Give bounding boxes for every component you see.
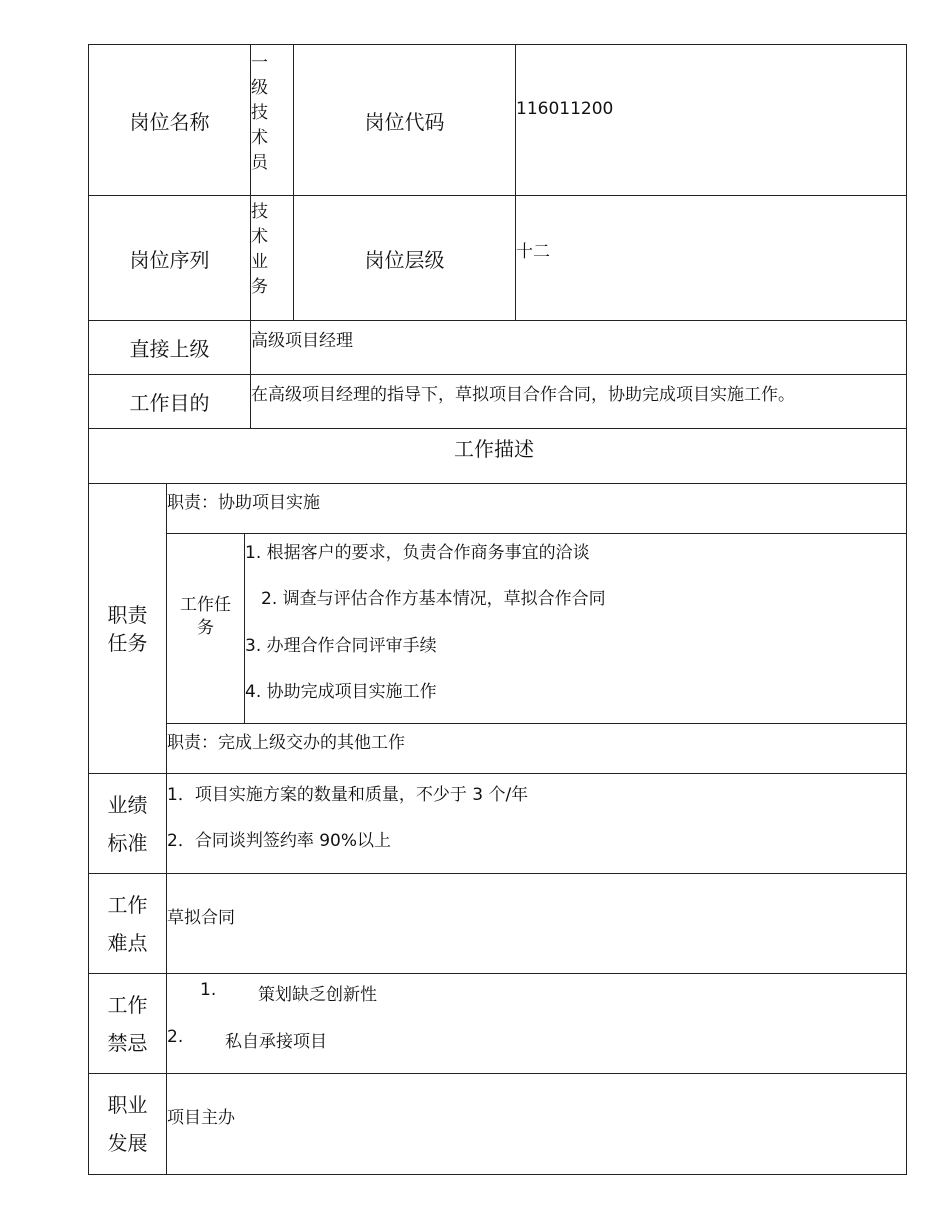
post-code-value: 116011200	[515, 44, 907, 196]
duty-task-label: 职责 任务	[88, 483, 167, 774]
post-code-label: 岗位代码	[293, 44, 516, 196]
taboo-value	[166, 973, 907, 1074]
purpose-label: 工作目的	[88, 374, 251, 429]
taboo-item-text: 策划缺乏创新性	[258, 985, 377, 1005]
career-value: 项目主办	[166, 1073, 907, 1175]
performance-item: 2．合同谈判签约率 90%以上	[167, 831, 392, 851]
task-list	[244, 533, 907, 724]
performance-label: 业绩 标准	[88, 773, 167, 874]
post-sequence-value: 技术业务	[250, 195, 294, 321]
task-label: 工作任 务	[166, 533, 245, 724]
post-name-value: 一级技术员	[250, 44, 294, 196]
taboo-item-number: 1.	[200, 980, 217, 1000]
performance-item: 1．项目实施方案的数量和质量，不少于 3 个/年	[167, 785, 529, 805]
post-level-label: 岗位层级	[293, 195, 516, 321]
performance-value	[166, 773, 907, 874]
superior-label: 直接上级	[88, 320, 251, 375]
duty-2: 职责：完成上级交办的其他工作	[166, 723, 907, 774]
task-item: 2. 调查与评估合作方基本情况，草拟合作合同	[261, 589, 606, 609]
post-level-value: 十二	[515, 195, 907, 321]
career-label: 职业 发展	[88, 1073, 167, 1175]
task-item: 1. 根据客户的要求，负责合作商务事宜的洽谈	[245, 543, 590, 563]
post-sequence-label: 岗位序列	[88, 195, 251, 321]
task-item: 3. 办理合作合同评审手续	[245, 636, 437, 656]
taboo-item-number: 2.	[167, 1027, 184, 1047]
taboo-label: 工作 禁忌	[88, 973, 167, 1074]
description-title: 工作描述	[88, 428, 907, 484]
difficulty-label: 工作 难点	[88, 873, 167, 974]
taboo-item-text: 私自承接项目	[225, 1032, 327, 1052]
duty-1: 职责：协助项目实施	[166, 483, 907, 534]
superior-value: 高级项目经理	[250, 320, 907, 375]
difficulty-value: 草拟合同	[166, 873, 907, 974]
purpose-value: 在高级项目经理的指导下，草拟项目合作合同，协助完成项目实施工作。	[250, 374, 907, 429]
post-name-label: 岗位名称	[88, 44, 251, 196]
task-item: 4. 协助完成项目实施工作	[245, 682, 437, 702]
